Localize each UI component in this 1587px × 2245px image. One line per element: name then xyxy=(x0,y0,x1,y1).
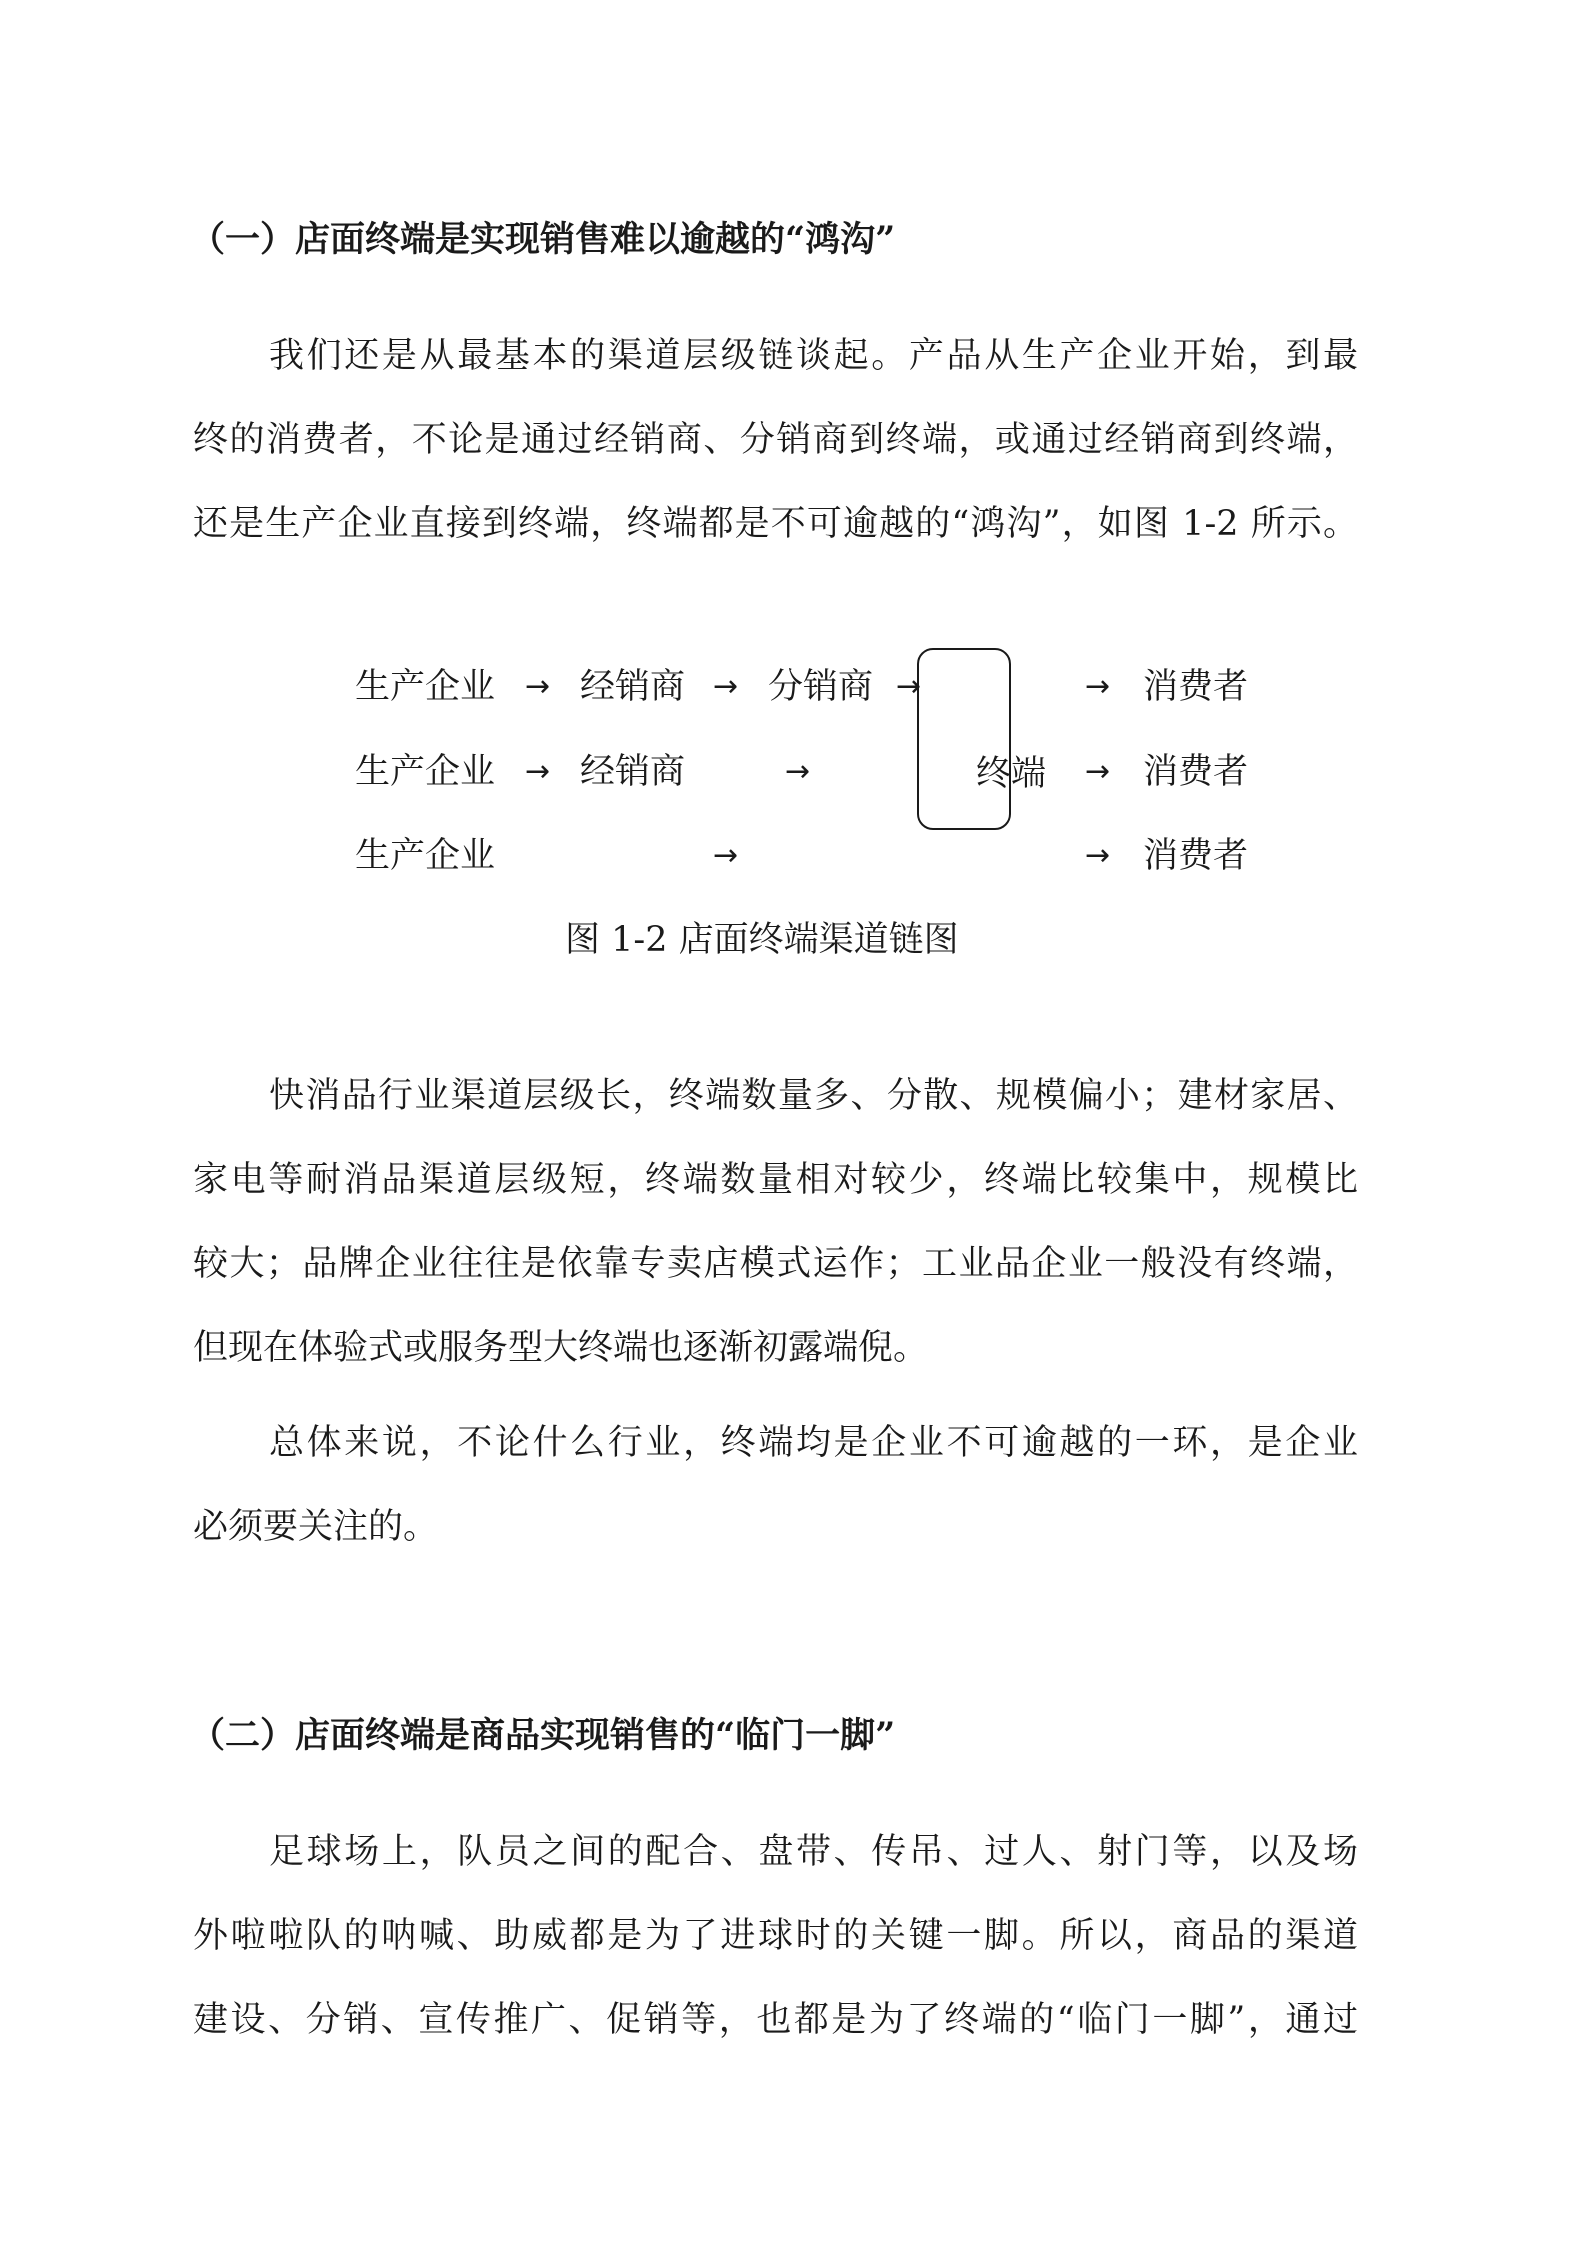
paragraph-line: 必须要关注的。 xyxy=(193,1507,439,1547)
section-1-paragraph-1 xyxy=(193,314,1358,566)
terminal-label: 终端 xyxy=(976,754,1047,793)
right-arrow-icon: → xyxy=(1085,669,1111,704)
paragraph-line: 终的消费者，不论是通过经销商、分销商到终端，或通过经销商到终端， xyxy=(193,420,1358,460)
paragraph-line: 我们还是从最基本的渠道层级链谈起。产品从生产企业开始，到最 xyxy=(269,336,1358,376)
right-arrow-icon: → xyxy=(713,669,739,704)
paragraph-line: 快消品行业渠道层级长，终端数量多、分散、规模偏小；建材家居、 xyxy=(269,1076,1358,1116)
diagram-node-consumer: 消费者 xyxy=(1143,667,1249,707)
diagram-node-manufacturer: 生产企业 xyxy=(355,752,496,792)
section-1-paragraph-3 xyxy=(193,1401,1358,1569)
diagram-node-dealer: 经销商 xyxy=(580,667,686,707)
diagram-node-distributor: 分销商 xyxy=(768,667,874,707)
section-2-paragraph-1 xyxy=(193,1810,1358,2062)
terminal-box xyxy=(917,648,1011,830)
paragraph-line: 足球场上，队员之间的配合、盘带、传吊、过人、射门等，以及场 xyxy=(269,1832,1358,1872)
paragraph-line: 外啦啦队的呐喊、助威都是为了进球时的关键一脚。所以，商品的渠道 xyxy=(193,1916,1358,1956)
paragraph-line: 总体来说，不论什么行业，终端均是企业不可逾越的一环，是企业 xyxy=(269,1423,1358,1463)
figure-caption: 图 1-2 店面终端渠道链图 xyxy=(565,920,959,960)
right-arrow-icon: → xyxy=(713,838,739,873)
section-1-paragraph-2 xyxy=(193,1054,1358,1390)
diagram-node-dealer: 经销商 xyxy=(580,752,686,792)
paragraph-line: 较大；品牌企业往往是依靠专卖店模式运作；工业品企业一般没有终端， xyxy=(193,1244,1358,1284)
right-arrow-icon: → xyxy=(1085,838,1111,873)
right-arrow-icon: → xyxy=(896,669,922,704)
diagram-node-consumer: 消费者 xyxy=(1143,752,1249,792)
right-arrow-icon: → xyxy=(525,669,551,704)
paragraph-line: 家电等耐消品渠道层级短，终端数量相对较少，终端比较集中，规模比 xyxy=(193,1160,1358,1200)
right-arrow-icon: → xyxy=(525,754,551,789)
paragraph-line: 但现在体验式或服务型大终端也逐渐初露端倪。 xyxy=(193,1328,929,1368)
diagram-node-manufacturer: 生产企业 xyxy=(355,667,496,707)
paragraph-line: 还是生产企业直接到终端，终端都是不可逾越的“鸿沟”，如图 1-2 所示。 xyxy=(193,504,1358,544)
diagram-node-manufacturer: 生产企业 xyxy=(355,836,496,876)
section-1-heading: （一）店面终端是实现销售难以逾越的“鸿沟” xyxy=(190,219,896,260)
right-arrow-icon: → xyxy=(1085,754,1111,789)
paragraph-line: 建设、分销、宣传推广、促销等，也都是为了终端的“临门一脚”，通过 xyxy=(193,2000,1358,2040)
right-arrow-icon: → xyxy=(785,754,811,789)
diagram-node-consumer: 消费者 xyxy=(1143,836,1249,876)
section-2-heading: （二）店面终端是商品实现销售的“临门一脚” xyxy=(190,1715,896,1756)
